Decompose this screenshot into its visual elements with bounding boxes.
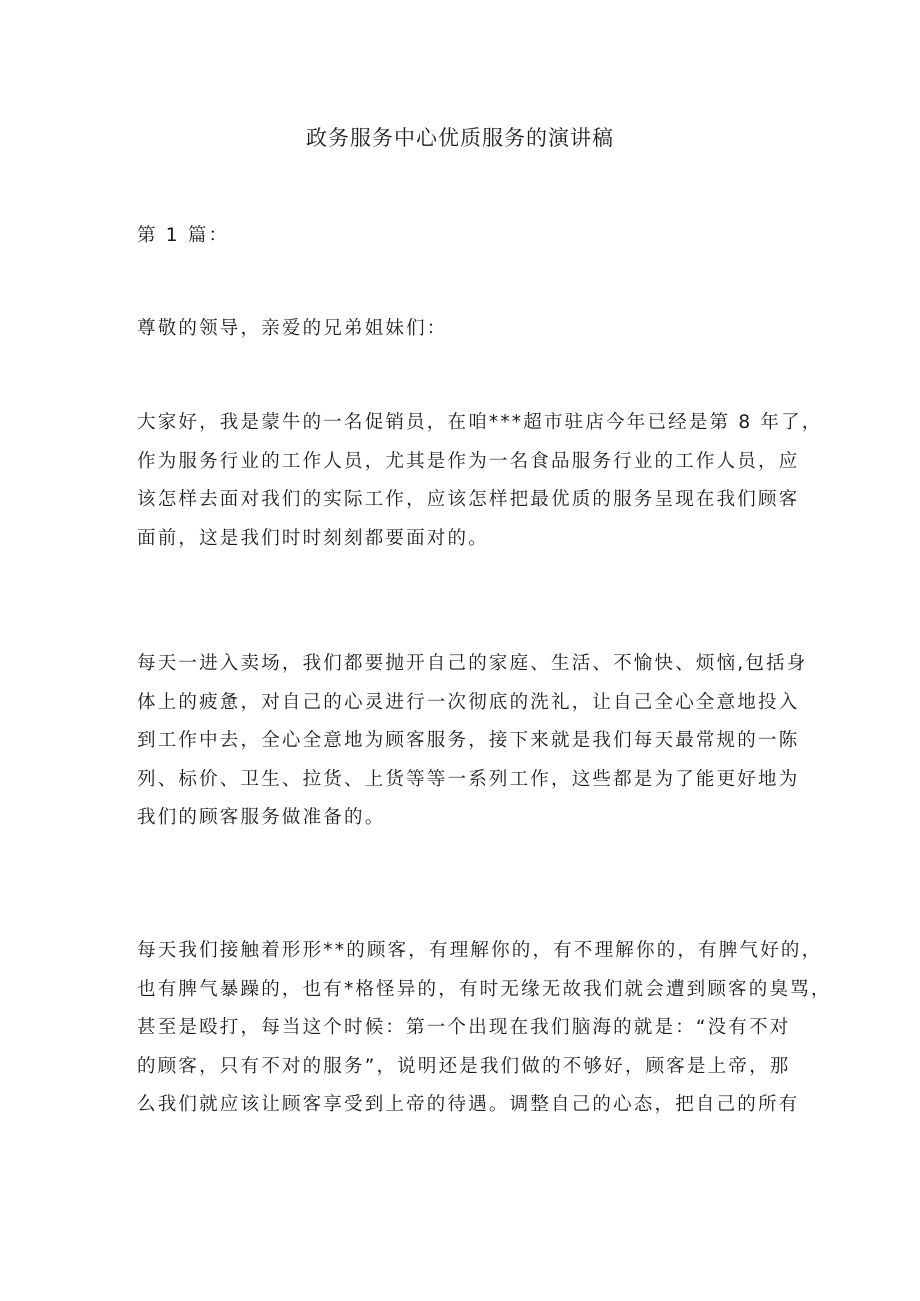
section-heading — [137, 217, 797, 256]
paragraph-line: 的顾客，只有不对的服务”，说明还是我们做的不够好，顾客是上帝，那 — [137, 1055, 791, 1077]
paragraph-line: 列、标价、卫生、拉货、上货等等一系列工作，这些都是为了能更好地为 — [137, 768, 800, 790]
paragraph-line: 面前，这是我们时时刻刻都要面对的。 — [137, 527, 489, 549]
paragraph-line: 也有脾气暴躁的，也有*格怪异的，有时无缘无故我们就会遭到顾客的臭骂， — [137, 978, 832, 1000]
paragraph-line: 大家好，我是蒙牛的一名促销员，在咱***超市驻店今年已经是第 8 年了， — [137, 412, 823, 433]
paragraph-2 — [137, 645, 808, 838]
paragraph-line: 每天一进入卖场，我们都要抛开自己的家庭、生活、不愉快、烦恼,包括身 — [137, 653, 808, 674]
paragraph-1 — [137, 404, 823, 558]
salutation-text: 尊敬的领导，亲爱的兄弟姐妹们： — [137, 318, 448, 339]
paragraph-line: 作为服务行业的工作人员，尤其是作为一名食品服务行业的工作人员，应 — [137, 450, 800, 472]
paragraph-line: 每天我们接触着形形**的顾客，有理解你的，有不理解你的，有脾气好的， — [137, 940, 823, 961]
paragraph-line: 甚至是殴打，每当这个时候：第一个出现在我们脑海的就是：“没有不对 — [137, 1017, 791, 1038]
salutation — [137, 310, 797, 349]
paragraph-line: 到工作中去，全心全意地为顾客服务，接下来就是我们每天最常规的一陈 — [137, 730, 800, 751]
paragraph-line: 么我们就应该让顾客享受到上帝的待遇。调整自己的心态，把自己的所有 — [137, 1094, 800, 1115]
paragraph-line: 体上的疲惫，对自己的心灵进行一次彻底的洗礼，让自己全心全意地投入 — [137, 691, 800, 713]
document-title: 政务服务中心优质服务的演讲稿 — [306, 126, 614, 150]
paragraph-line: 我们的顾客服务做准备的。 — [137, 807, 386, 828]
paragraph-3 — [137, 932, 832, 1125]
section-heading-text: 第 1 篇： — [137, 225, 230, 246]
paragraph-line: 该怎样去面对我们的实际工作，应该怎样把最优质的服务呈现在我们顾客 — [137, 489, 800, 510]
